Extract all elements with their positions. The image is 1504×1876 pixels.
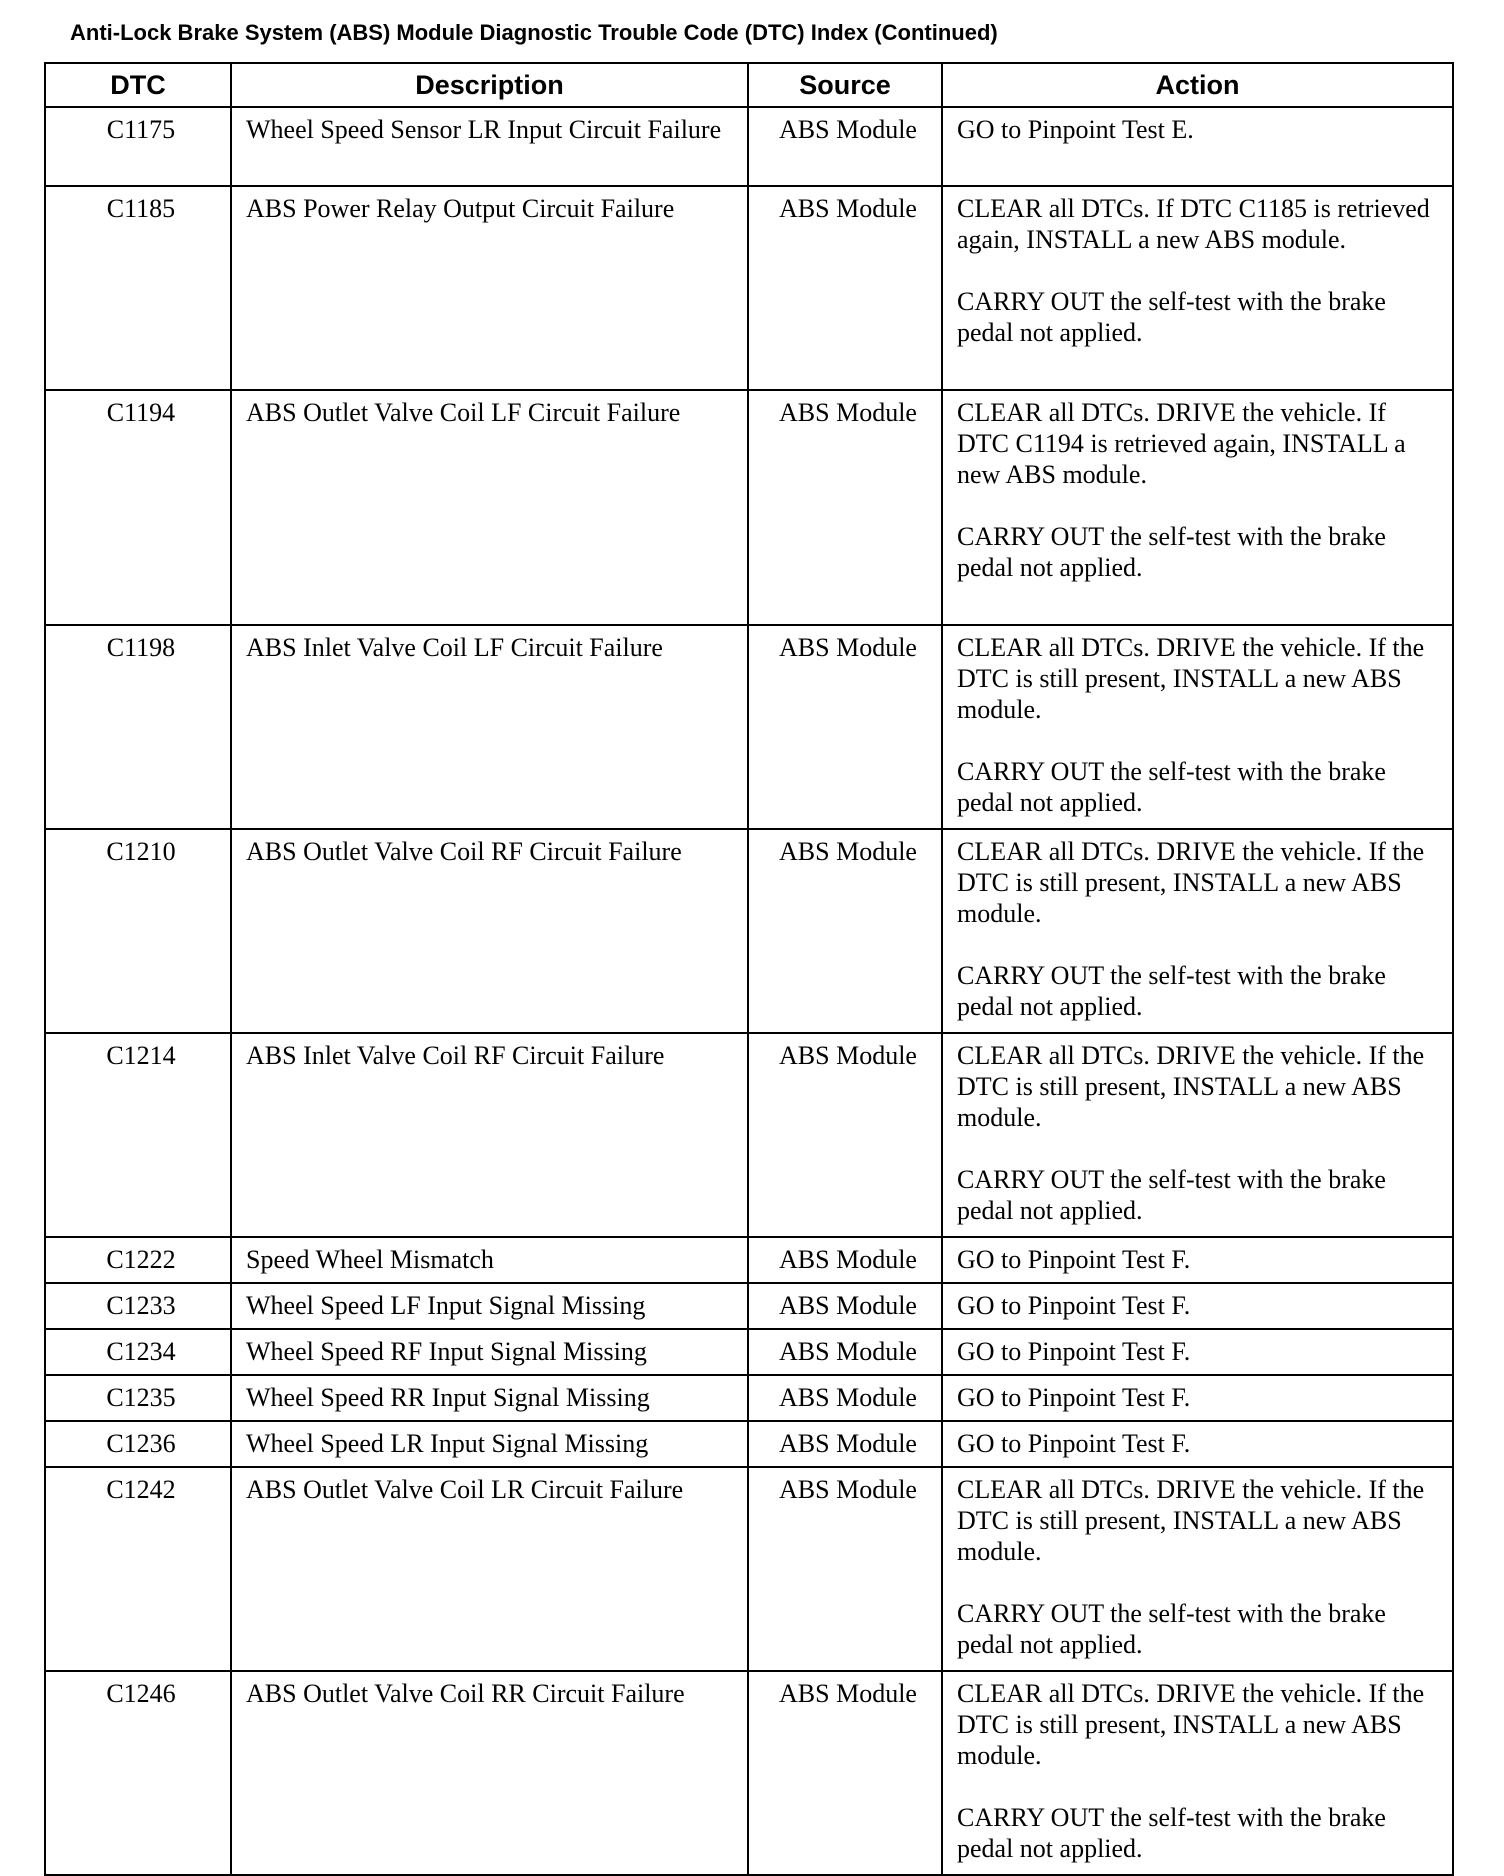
dtc-code-cell: C1214: [45, 1033, 231, 1237]
description-cell: Wheel Speed LR Input Signal Missing: [231, 1421, 748, 1467]
source-cell: ABS Module: [748, 390, 942, 625]
source-cell: ABS Module: [748, 1237, 942, 1283]
description-cell: ABS Power Relay Output Circuit Failure: [231, 186, 748, 390]
dtc-code-cell: C1242: [45, 1467, 231, 1671]
description-cell: ABS Outlet Valve Coil LR Circuit Failure: [231, 1467, 748, 1671]
header-dtc: DTC: [45, 63, 231, 107]
action-cell: [942, 1375, 1453, 1421]
action-text: GO to Pinpoint Test F.: [957, 1337, 1191, 1366]
header-action: Action: [942, 63, 1453, 107]
dtc-code-cell: C1185: [45, 186, 231, 390]
action-text: GO to Pinpoint Test F.: [957, 1291, 1191, 1320]
header-description: Description: [231, 63, 748, 107]
header-source: Source: [748, 63, 942, 107]
action-cell: [942, 1283, 1453, 1329]
action-cell: [942, 1467, 1453, 1671]
action-text: CLEAR all DTCs. DRIVE the vehicle. If the DTC is still present, INSTALL a new ABS module.: [957, 1041, 1425, 1132]
table-row: [45, 1421, 1453, 1467]
action-cell: [942, 107, 1453, 186]
description-cell: ABS Outlet Valve Coil LF Circuit Failure: [231, 390, 748, 625]
action-note: CARRY OUT the self-test with the brake pedal not applied.: [957, 287, 1386, 347]
table-row: [45, 390, 1453, 625]
table-row: [45, 1467, 1453, 1671]
action-text: GO to Pinpoint Test F.: [957, 1429, 1191, 1458]
description-cell: ABS Inlet Valve Coil RF Circuit Failure: [231, 1033, 748, 1237]
page-title: Anti-Lock Brake System (ABS) Module Diagnostic Trouble Code (DTC) Index (Continued): [70, 20, 998, 45]
table-row: [45, 829, 1453, 1033]
description-cell: Wheel Speed RR Input Signal Missing: [231, 1375, 748, 1421]
action-cell: [942, 829, 1453, 1033]
source-cell: ABS Module: [748, 1671, 942, 1875]
action-cell: [942, 186, 1453, 390]
dtc-code-cell: C1198: [45, 625, 231, 829]
header-row: [45, 63, 1453, 107]
action-cell: [942, 1671, 1453, 1875]
action-note: CARRY OUT the self-test with the brake pedal not applied.: [957, 1803, 1386, 1863]
action-text: CLEAR all DTCs. DRIVE the vehicle. If the DTC is still present, INSTALL a new ABS module.: [957, 837, 1425, 928]
description-cell: ABS Outlet Valve Coil RR Circuit Failure: [231, 1671, 748, 1875]
action-text: CLEAR all DTCs. DRIVE the vehicle. If the DTC is still present, INSTALL a new ABS module.: [957, 633, 1425, 724]
source-cell: ABS Module: [748, 1467, 942, 1671]
table-row: [45, 625, 1453, 829]
action-cell: [942, 625, 1453, 829]
dtc-code-cell: C1222: [45, 1237, 231, 1283]
source-cell: ABS Module: [748, 829, 942, 1033]
description-cell: Wheel Speed LF Input Signal Missing: [231, 1283, 748, 1329]
action-note: CARRY OUT the self-test with the brake pedal not applied.: [957, 1599, 1386, 1659]
description-cell: Wheel Speed Sensor LR Input Circuit Failure: [231, 107, 748, 186]
table-row: [45, 1671, 1453, 1875]
source-cell: ABS Module: [748, 1421, 942, 1467]
dtc-code-cell: C1210: [45, 829, 231, 1033]
dtc-code-cell: C1236: [45, 1421, 231, 1467]
action-note: CARRY OUT the self-test with the brake pedal not applied.: [957, 961, 1386, 1021]
source-cell: ABS Module: [748, 1375, 942, 1421]
action-text: CLEAR all DTCs. DRIVE the vehicle. If the DTC is still present, INSTALL a new ABS module.: [957, 1475, 1425, 1566]
dtc-code-cell: C1194: [45, 390, 231, 625]
source-cell: ABS Module: [748, 1283, 942, 1329]
table-row: [45, 1033, 1453, 1237]
table-row: [45, 186, 1453, 390]
action-note: CARRY OUT the self-test with the brake pedal not applied.: [957, 1165, 1386, 1225]
action-cell: [942, 1237, 1453, 1283]
action-text: CLEAR all DTCs. DRIVE the vehicle. If the DTC is still present, INSTALL a new ABS module.: [957, 1679, 1425, 1770]
dtc-code-cell: C1234: [45, 1329, 231, 1375]
table-row: [45, 1283, 1453, 1329]
action-text: GO to Pinpoint Test F.: [957, 1383, 1191, 1412]
dtc-index-table: [44, 62, 1454, 1876]
description-cell: Wheel Speed RF Input Signal Missing: [231, 1329, 748, 1375]
source-cell: ABS Module: [748, 1329, 942, 1375]
source-cell: ABS Module: [748, 1033, 942, 1237]
action-cell: [942, 1329, 1453, 1375]
action-text: GO to Pinpoint Test E.: [957, 115, 1194, 144]
action-text: CLEAR all DTCs. If DTC C1185 is retrieved again, INSTALL a new ABS module.: [957, 194, 1430, 254]
source-cell: ABS Module: [748, 625, 942, 829]
action-text: GO to Pinpoint Test F.: [957, 1245, 1191, 1274]
action-text: CLEAR all DTCs. DRIVE the vehicle. If DTC C1194 is retrieved again, INSTALL a new ABS module.: [957, 398, 1406, 489]
table-row: [45, 1329, 1453, 1375]
action-note: CARRY OUT the self-test with the brake pedal not applied.: [957, 757, 1386, 817]
dtc-code-cell: C1235: [45, 1375, 231, 1421]
dtc-code-cell: C1246: [45, 1671, 231, 1875]
dtc-code-cell: C1233: [45, 1283, 231, 1329]
source-cell: ABS Module: [748, 107, 942, 186]
table-row: [45, 107, 1453, 186]
action-note: CARRY OUT the self-test with the brake pedal not applied.: [957, 522, 1386, 582]
table-row: [45, 1237, 1453, 1283]
dtc-code-cell: C1175: [45, 107, 231, 186]
action-cell: [942, 1033, 1453, 1237]
action-cell: [942, 390, 1453, 625]
description-cell: ABS Outlet Valve Coil RF Circuit Failure: [231, 829, 748, 1033]
source-cell: ABS Module: [748, 186, 942, 390]
description-cell: ABS Inlet Valve Coil LF Circuit Failure: [231, 625, 748, 829]
description-cell: Speed Wheel Mismatch: [231, 1237, 748, 1283]
action-cell: [942, 1421, 1453, 1467]
table-row: [45, 1375, 1453, 1421]
